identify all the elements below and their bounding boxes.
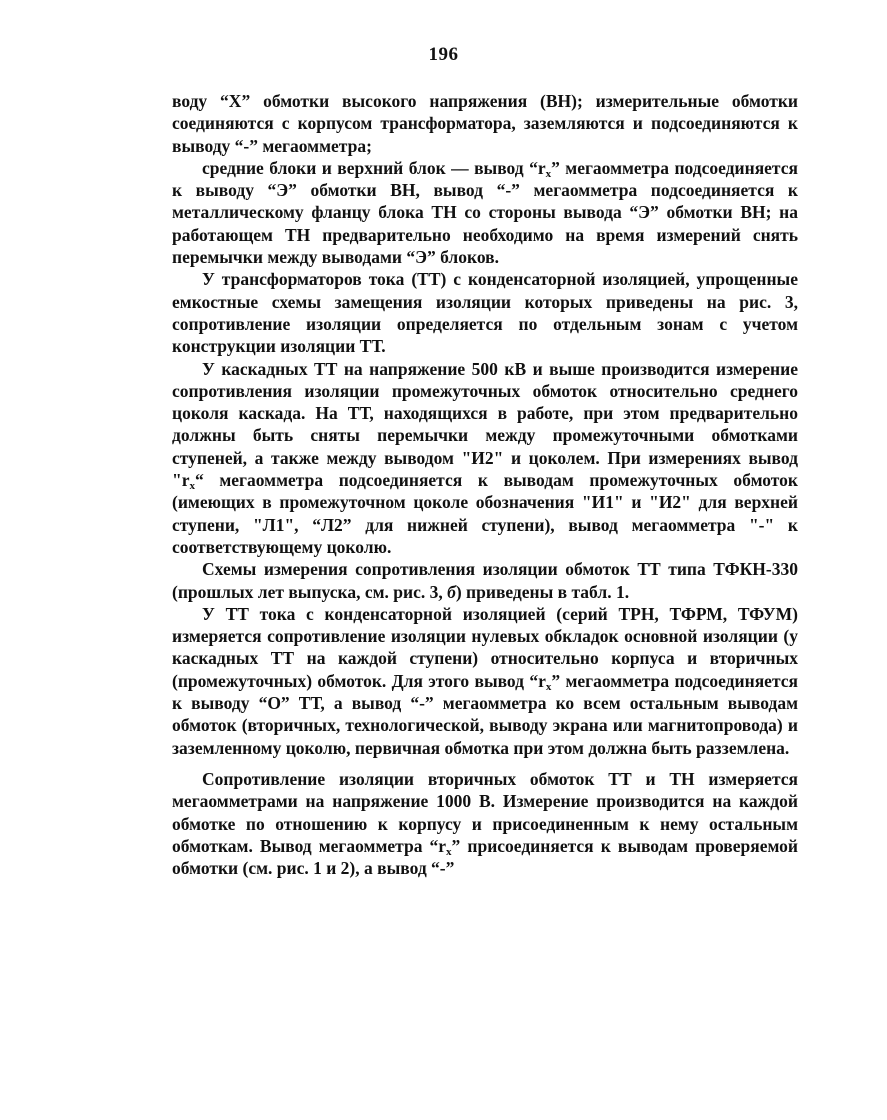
text-segment: Схемы измерения сопротивления изоляции обмоток ТТ типа ТФКН-330 (прошлых лет выпуска, см. рис. 3, xyxy=(172,559,798,602)
body-text xyxy=(172,90,798,879)
text-segment: воду “Х” обмотки высокого напряжения (ВН); измерительные обмотки соединяются с корпусом трансформатора, заземляются и подсоединяются к выводу “-” мегаомметра; xyxy=(172,91,798,156)
paragraph-7 xyxy=(172,768,798,879)
paragraph-3 xyxy=(172,268,798,357)
subscript: x xyxy=(189,480,195,493)
paragraph-4 xyxy=(172,358,798,559)
subscript: x xyxy=(446,845,452,858)
paragraph-5 xyxy=(172,558,798,603)
paragraph-1 xyxy=(172,90,798,157)
italic-text: б xyxy=(447,581,456,602)
subscript: x xyxy=(545,167,552,180)
text-segment: средние блоки и верхний блок — вывод “r xyxy=(202,157,546,178)
text-segment: ” мегаомметра подсоединяется к выводу “Э” обмотки ВН, вывод “-” мегаомметра подсоединяется к металлическому фланцу блока ТН со стороны вывода “Э” обмотки ВН; на работающем ТН предварительно необходимо на время измерений снять перемычки между выводами “Э” блоков. xyxy=(172,157,798,268)
text-segment: ” мегаомметра подсоединяется к выводу “О” ТТ, а вывод “-” мегаомметра ко всем остальным выводам обмоток (вторичных, технологической, выводу экрана или магнитопровода) и заземленному цоколю, первичная обмотка при этом должна быть разземлена. xyxy=(172,670,798,758)
subscript: x xyxy=(545,680,552,693)
text-segment: ” присоединяется к выводам проверяемой обмотки (см. рис. 1 и 2), а вывод “-” xyxy=(172,835,798,879)
text-segment: У ТТ тока с конденсаторной изоляцией (серий ТРН, ТФРМ, ТФУМ) измеряется сопротивление изоляции нулевых обкладок основной изоляции (у каскадных ТТ на каждой ступени) относительно корпуса и вторичных (промежуточных) обмоток. Для этого вывод “r xyxy=(172,603,798,691)
paragraph-2 xyxy=(172,157,798,268)
text-segment: Сопротивление изоляции вторичных обмоток ТТ и ТН измеряется мегаомметрами на напряжение 1000 В. Измерение производится на каждой обмотке по отношению к корпусу и присоединенным к нему остальным обмоткам. Вывод мегаомметра “r xyxy=(172,768,798,856)
text-segment: “ мегаомметра подсоединяется к выводам промежуточных обмоток (имеющих в промежуточном цоколе обозначения "И1" и "И2" для верхней ступени, "Л1", “Л2” для нижней ступени), вывод мегаомметра "-" к соответствующему цоколю. xyxy=(172,470,798,557)
paragraph-6 xyxy=(172,603,798,759)
text-segment: ) приведены в табл. 1. xyxy=(455,581,630,602)
text-segment: У каскадных ТТ на напряжение 500 кВ и выше производится измерение сопротивления изоляции промежуточных обмоток относительно среднего цоколя каскада. На ТТ, находящихся в работе, при этом предварительно должны быть сняты перемычки между промежуточными обмотками ступеней, а также между выводом "И2" и цоколем. При измерениях вывод "r xyxy=(172,358,798,491)
text-segment: У трансформаторов тока (ТТ) с конденсаторной изоляцией, упрощенные емкостные схемы замещения изоляции которых приведены на рис. 3, сопротивление изоляции определяется по отдельным зонам с учетом конструкции изоляции ТТ. xyxy=(172,269,798,357)
page-number: 196 xyxy=(428,44,459,65)
